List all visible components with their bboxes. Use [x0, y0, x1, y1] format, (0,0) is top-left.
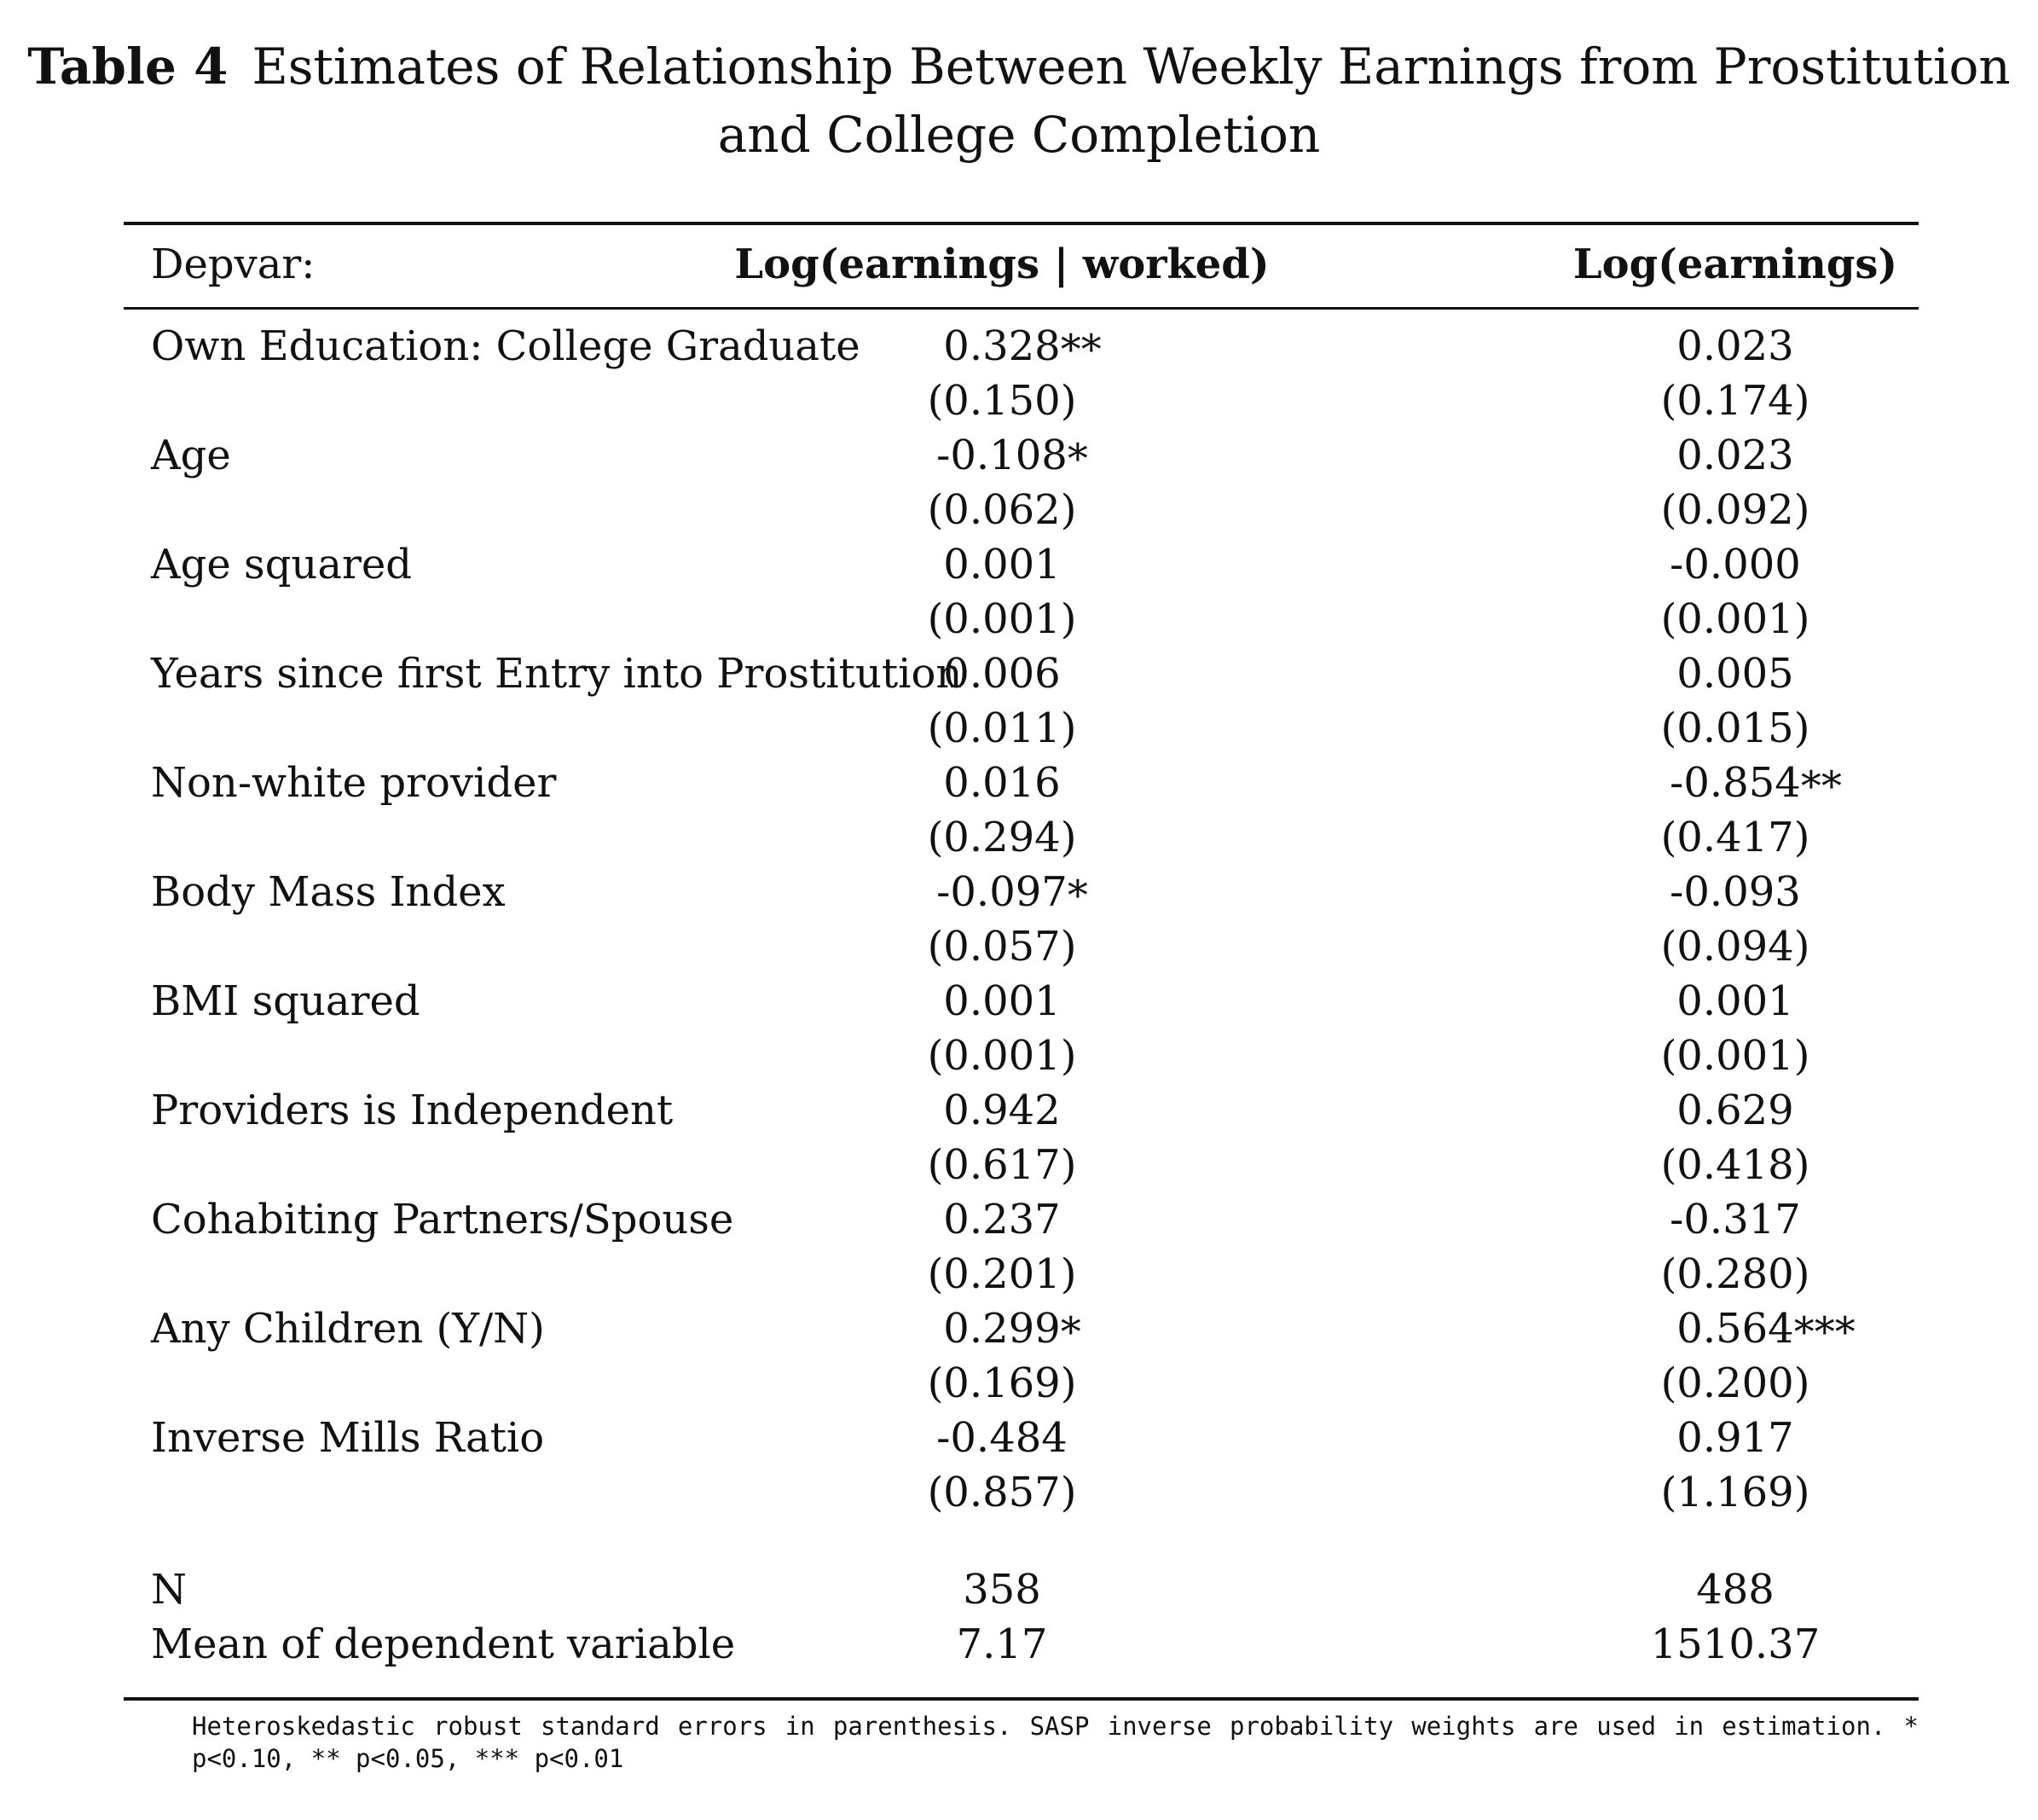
coef-col2: [1479, 756, 1991, 810]
coef-col2: [1479, 865, 1991, 919]
coef-col1: [618, 537, 1386, 592]
stats-row: [124, 1617, 1919, 1672]
coef-col1-value: 0.299 *: [943, 1305, 1060, 1353]
coef-col1-value: 0.001: [943, 541, 1061, 588]
coef-col1: [618, 1411, 1386, 1465]
stats-row: [124, 1562, 1919, 1617]
bottom-rule: [124, 1697, 1919, 1701]
coef-col2-value: 0.005: [1676, 650, 1794, 698]
table-row: [124, 1192, 1919, 1247]
se-col1: (0.057): [927, 923, 1077, 971]
se-col1: (0.062): [927, 486, 1077, 534]
se-col2: (0.174): [1660, 377, 1810, 425]
coef-col2-value: 0.001: [1676, 977, 1794, 1025]
table-row-se: [124, 1029, 1919, 1083]
se-col2: (0.001): [1660, 1032, 1810, 1080]
coef-col1-value: -0.108 *: [936, 432, 1068, 479]
row-label: Cohabiting Partners/Spouse: [151, 1196, 734, 1243]
column-header-log-earnings: Log(earnings): [1572, 241, 1898, 288]
depvar-label: Depvar:: [151, 241, 316, 288]
se-col1: (0.001): [927, 1032, 1077, 1080]
table-row-se: [124, 701, 1919, 756]
coef-col1-value: -0.097 *: [936, 868, 1068, 916]
row-label: Own Education: College Graduate: [151, 322, 860, 370]
coef-col1: [618, 865, 1386, 919]
coef-col1: [618, 974, 1386, 1029]
header-rule: [124, 307, 1919, 310]
table-title: Estimates of Relationship Between Weekly Earnings from Prostitution and College Completion: [252, 38, 2011, 164]
table-row: [124, 756, 1919, 810]
coef-col2-value: 0.917: [1676, 1414, 1794, 1462]
coef-col1: [618, 428, 1386, 483]
coef-col2: [1479, 1301, 1991, 1356]
coef-col2: [1479, 319, 1991, 374]
coef-col2: [1479, 1192, 1991, 1247]
se-col2: (1.169): [1660, 1469, 1810, 1516]
coef-col1-value: 0.328 **: [943, 322, 1060, 370]
coef-col2-value: -0.317: [1670, 1196, 1801, 1243]
row-label: Inverse Mills Ratio: [151, 1414, 545, 1462]
coef-col2-value: 0.629: [1676, 1087, 1794, 1134]
se-col1: (0.150): [927, 377, 1077, 425]
table-row-se: [124, 483, 1919, 537]
stats-col2: 1510.37: [1650, 1620, 1821, 1668]
row-label: Providers is Independent: [151, 1087, 674, 1134]
row-label: BMI squared: [151, 977, 420, 1025]
coef-col2-value: 0.023: [1676, 432, 1794, 479]
table-row-se: [124, 1247, 1919, 1301]
coef-col1-stars: **: [1060, 326, 1102, 374]
coef-col2: [1479, 428, 1991, 483]
se-col2: (0.015): [1660, 704, 1810, 752]
se-col2: (0.092): [1660, 486, 1810, 534]
table-row: [124, 428, 1919, 483]
row-label: Body Mass Index: [151, 868, 506, 916]
table-row: [124, 974, 1919, 1029]
coef-col2: [1479, 1083, 1991, 1138]
stats-col1: 7.17: [956, 1620, 1048, 1668]
table-row: [124, 1083, 1919, 1138]
row-label: Non-white provider: [151, 759, 557, 807]
table-row: [124, 865, 1919, 919]
coef-col1: [618, 756, 1386, 810]
se-col2: (0.418): [1660, 1141, 1810, 1189]
se-col1: (0.857): [927, 1469, 1077, 1516]
coef-col2-value: -0.854 **: [1670, 759, 1801, 807]
coef-col1-stars: *: [1067, 435, 1088, 483]
se-col2: (0.200): [1660, 1359, 1810, 1407]
stats-col2: 488: [1696, 1566, 1775, 1614]
table-label: Table 4: [27, 38, 229, 96]
table-row-se: [124, 1356, 1919, 1411]
row-label: Any Children (Y/N): [151, 1305, 545, 1353]
se-col1: (0.617): [927, 1141, 1077, 1189]
se-col1: (0.011): [927, 704, 1077, 752]
table-footnote: Heteroskedastic robust standard errors in parenthesis. SASP inverse probability weights are used in estimation. * p<0.10, ** p<0.05, *** p<0.01: [192, 1712, 1919, 1773]
coef-col2-value: 0.023: [1676, 322, 1794, 370]
se-col2: (0.280): [1660, 1250, 1810, 1298]
table-row: [124, 1411, 1919, 1465]
row-label: Age squared: [151, 541, 413, 588]
row-label: Age: [151, 432, 231, 479]
coef-col1: [618, 1301, 1386, 1356]
coef-col1-value: 0.237: [943, 1196, 1061, 1243]
coef-col1-value: 0.942: [943, 1087, 1061, 1134]
coef-col1-stars: *: [1067, 872, 1088, 919]
stats-label: N: [151, 1566, 187, 1614]
table-row: [124, 319, 1919, 374]
se-col2: (0.001): [1660, 595, 1810, 643]
se-col1: (0.169): [927, 1359, 1077, 1407]
table-row: [124, 1301, 1919, 1356]
se-col2: (0.417): [1660, 814, 1810, 861]
table-row-se: [124, 810, 1919, 865]
coef-col2: [1479, 1411, 1991, 1465]
table-row: [124, 537, 1919, 592]
coef-col2-value: -0.093: [1670, 868, 1801, 916]
table-row-se: [124, 374, 1919, 428]
coef-col1: [618, 1192, 1386, 1247]
coef-col1: [618, 646, 1386, 701]
coef-col1: [618, 1083, 1386, 1138]
coef-col2-stars: ***: [1793, 1308, 1856, 1356]
table-row-se: [124, 1465, 1919, 1520]
top-rule: [124, 222, 1919, 225]
column-header-log-earnings-worked: Log(earnings | worked): [734, 241, 1270, 288]
table-caption: [17, 32, 2021, 169]
se-col2: (0.094): [1660, 923, 1810, 971]
coef-col2: [1479, 974, 1991, 1029]
table-row: [124, 646, 1919, 701]
table-row-se: [124, 592, 1919, 646]
se-col1: (0.294): [927, 814, 1077, 861]
coef-col1-stars: *: [1060, 1308, 1081, 1356]
coef-col2: [1479, 646, 1991, 701]
stats-label: Mean of dependent variable: [151, 1620, 736, 1668]
coef-col2-stars: **: [1800, 762, 1842, 810]
table-row-se: [124, 1138, 1919, 1192]
coef-col2-value: 0.564 ***: [1676, 1305, 1793, 1353]
coef-col1-value: 0.016: [943, 759, 1061, 807]
coef-col2-value: -0.000: [1670, 541, 1801, 588]
table-row-se: [124, 919, 1919, 974]
coef-col1: [618, 319, 1386, 374]
coef-col1-value: -0.484: [936, 1414, 1068, 1462]
coef-col1-value: 0.001: [943, 977, 1061, 1025]
table-header-row: [124, 237, 1919, 292]
se-col1: (0.001): [927, 595, 1077, 643]
coef-col1-value: 0.006: [943, 650, 1061, 698]
row-label: Years since first Entry into Prostitution: [151, 650, 963, 698]
stats-col1: 358: [963, 1566, 1041, 1614]
se-col1: (0.201): [927, 1250, 1077, 1298]
coef-col2: [1479, 537, 1991, 592]
